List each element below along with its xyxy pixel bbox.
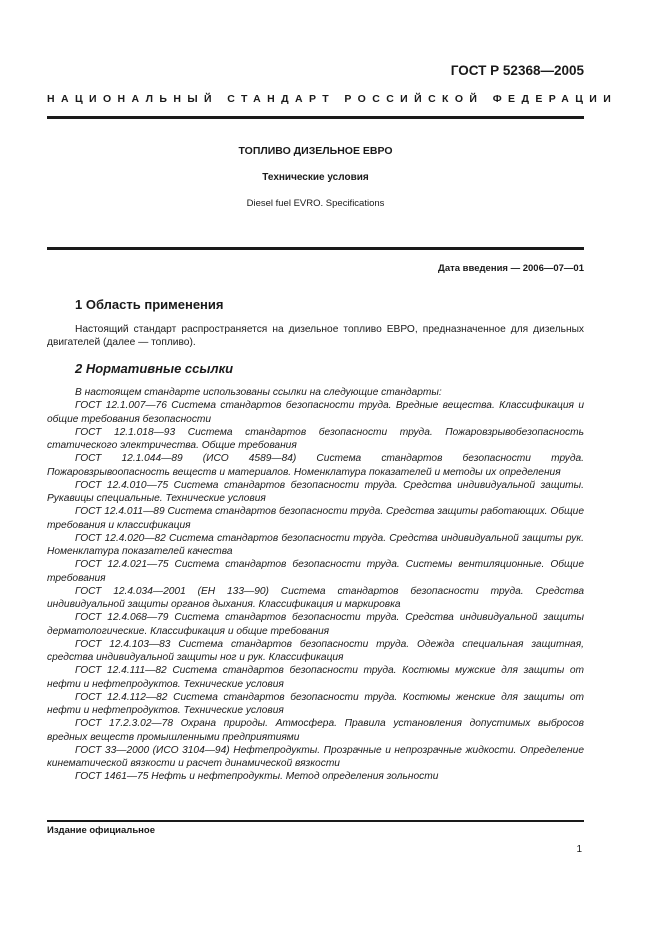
reference-item: ГОСТ 12.1.007—76 Система стандартов безопасности труда. Вредные вещества. Классификация и общие требования безопасности — [47, 400, 584, 425]
document-number: ГОСТ Р 52368—2005 — [450, 63, 584, 78]
standard-banner: НАЦИОНАЛЬНЫЙ СТАНДАРТ РОССИЙСКОЙ ФЕДЕРАЦИИ — [47, 93, 618, 105]
reference-item: ГОСТ 12.1.018—93 Система стандартов безопасности труда. Пожаровзрывобезопасность статического электричества. Общие требования — [47, 426, 584, 451]
reference-item: ГОСТ 12.4.068—79 Система стандартов безопасности труда. Средства индивидуальной защиты дерматологические. Классификация и общие требования — [47, 612, 584, 637]
reference-item: ГОСТ 17.2.3.02—78 Охрана природы. Атмосфера. Правила установления допустимых выбросов вредных веществ промышленными предприятиями — [47, 718, 584, 743]
top-divider — [47, 116, 584, 119]
reference-item: ГОСТ 12.1.044—89 (ИСО 4589—84) Система стандартов безопасности труда. Пожаровзрывоопасность веществ и материалов. Номенклатура показателей и методы их определения — [47, 453, 584, 478]
reference-item: ГОСТ 12.4.111—82 Система стандартов безопасности труда. Костюмы мужские для защиты от нефти и нефтепродуктов. Технические условия — [47, 665, 584, 690]
section-2-heading: 2 Нормативные ссылки — [75, 361, 234, 376]
title-divider — [47, 247, 584, 250]
reference-item: ГОСТ 12.4.020—82 Система стандартов безопасности труда. Средства индивидуальной защиты рук. Номенклатура показателей качества — [47, 532, 584, 557]
section-1-text — [47, 323, 584, 350]
reference-item: ГОСТ 12.4.010—75 Система стандартов безопасности труда. Средства индивидуальной защиты. Рукавицы специальные. Технические условия — [47, 479, 584, 504]
reference-item: ГОСТ 12.4.021—75 Система стандартов безопасности труда. Системы вентиляционные. Общие требования — [47, 559, 584, 584]
reference-item: ГОСТ 1461—75 Нефть и нефтепродукты. Метод определения зольности — [75, 771, 439, 783]
reference-item: ГОСТ 33—2000 (ИСО 3104—94) Нефтепродукты. Прозрачные и непрозрачные жидкости. Определение кинематической вязкости и расчет динамической вязкости — [47, 744, 584, 769]
english-title: Diesel fuel EVRO. Specifications — [246, 198, 385, 209]
reference-item: ГОСТ 12.4.034—2001 (ЕН 133—90) Система стандартов безопасности труда. Средства индивидуальной защиты органов дыхания. Классификация и маркировка — [47, 585, 584, 610]
reference-item: ГОСТ 12.4.011—89 Система стандартов безопасности труда. Средства защиты работающих. Общие требования и классификация — [47, 506, 584, 531]
section-1-paragraph: Настоящий стандарт распространяется на дизельное топливо ЕВРО, предназначенное для дизельных двигателей (далее — топливо). — [47, 324, 584, 349]
document-title: ТОПЛИВО ДИЗЕЛЬНОЕ ЕВРО — [238, 145, 393, 157]
footer-divider — [47, 820, 584, 822]
reference-item: ГОСТ 12.4.103—83 Система стандартов безопасности труда. Одежда специальная защитная, средства индивидуальной защиты ног и рук. Классификация — [47, 638, 584, 663]
page-number: 1 — [576, 844, 582, 855]
section-1-heading: 1 Область применения — [75, 297, 224, 312]
edition-note: Издание официальное — [47, 825, 155, 836]
reference-item: ГОСТ 12.4.112—82 Система стандартов безопасности труда. Костюмы женские для защиты от нефти и нефтепродуктов. Технические условия — [47, 691, 584, 716]
document-subtitle: Технические условия — [262, 172, 369, 183]
references-list — [47, 386, 584, 784]
introduction-date: Дата введения — 2006—07—01 — [438, 263, 584, 274]
references-intro: В настоящем стандарте использованы ссылки на следующие стандарты: — [75, 387, 442, 398]
